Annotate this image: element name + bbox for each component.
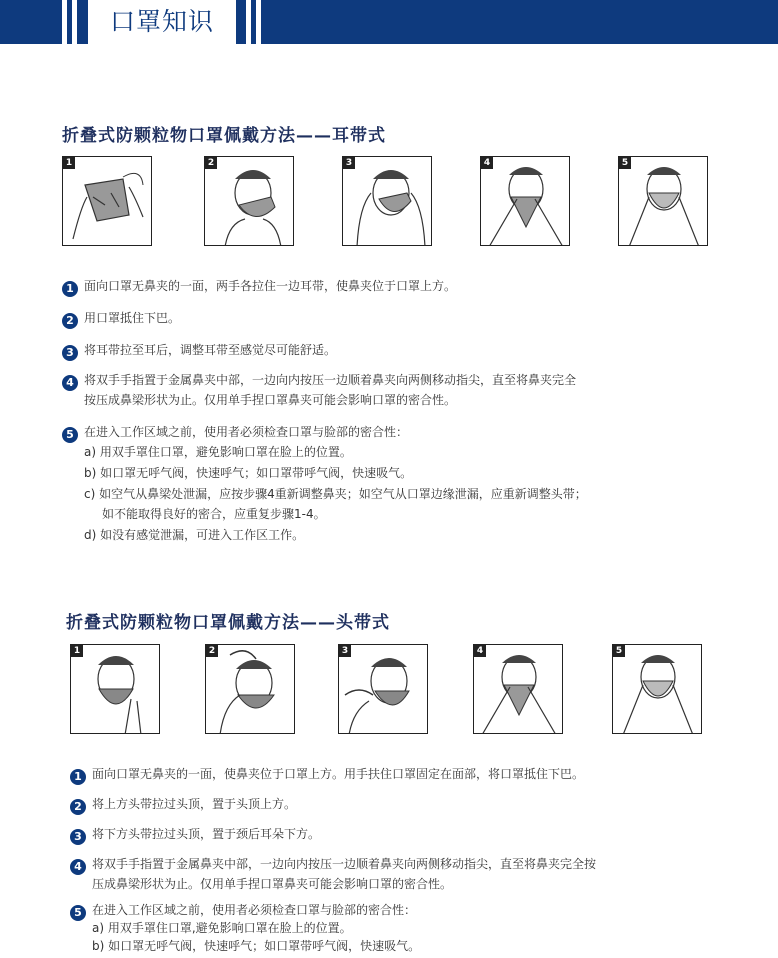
panel-number: 2 bbox=[206, 645, 218, 657]
step-text: 将耳带拉至耳后，调整耳带至感觉尽可能舒适。 bbox=[84, 343, 337, 357]
header-stripe bbox=[72, 0, 77, 44]
hands-holding-mask-icon bbox=[63, 157, 152, 246]
step-text: 用口罩抵住下巴。 bbox=[84, 311, 181, 325]
illustration-step-4 bbox=[480, 156, 570, 246]
section-title-headband: 折叠式防颗粒物口罩佩戴方法——头带式 bbox=[66, 613, 390, 633]
person-checking-seal-icon bbox=[619, 157, 708, 246]
panel-number: 1 bbox=[71, 645, 83, 657]
person-pressing-nose-clip-icon bbox=[474, 645, 563, 734]
person-mask-chin-icon bbox=[205, 157, 294, 246]
person-pulling-top-strap-icon bbox=[206, 645, 295, 734]
seal-check-item: c) 如空气从鼻梁处泄漏，应按步骤4重新调整鼻夹；如空气从口罩边缘泄漏，应重新调整头带； bbox=[84, 487, 587, 501]
step-number-badge: 2 bbox=[62, 313, 78, 329]
header-banner bbox=[0, 0, 778, 44]
illustration-step-1 bbox=[62, 156, 152, 246]
illustration-step-4 bbox=[473, 644, 563, 734]
illustration-step-2 bbox=[205, 644, 295, 734]
header-stripe bbox=[256, 0, 261, 44]
step-number-badge: 1 bbox=[62, 281, 78, 297]
step-number-badge: 4 bbox=[62, 375, 78, 391]
seal-check-item: b) 如口罩无呼气阀，快速呼气；如口罩带呼气阀，快速吸气。 bbox=[84, 466, 413, 480]
step-number-badge: 3 bbox=[70, 829, 86, 845]
seal-check-item: b) 如口罩无呼气阀，快速呼气；如口罩带呼气阀，快速吸气。 bbox=[92, 939, 421, 953]
illustration-step-5 bbox=[612, 644, 702, 734]
step-text: 将下方头带拉过头顶，置于颈后耳朵下方。 bbox=[92, 827, 321, 841]
person-checking-seal-icon bbox=[613, 645, 702, 734]
illustration-step-5 bbox=[618, 156, 708, 246]
instruction-step bbox=[62, 338, 336, 362]
illustration-step-2 bbox=[204, 156, 294, 246]
section-title-earloop: 折叠式防颗粒物口罩佩戴方法——耳带式 bbox=[62, 126, 386, 146]
seal-check-item: a) 用双手罩住口罩,避免影响口罩在脸上的位置。 bbox=[92, 921, 352, 935]
panel-number: 1 bbox=[63, 157, 75, 169]
step-text: 面向口罩无鼻夹的一面，两手各拉住一边耳带，使鼻夹位于口罩上方。 bbox=[84, 279, 457, 293]
header-stripe bbox=[62, 0, 67, 44]
step-number-badge: 5 bbox=[70, 905, 86, 921]
illustration-step-1 bbox=[70, 644, 160, 734]
instruction-step bbox=[70, 762, 584, 786]
step-number-badge: 4 bbox=[70, 859, 86, 875]
step-number-badge: 3 bbox=[62, 345, 78, 361]
step-number-badge: 5 bbox=[62, 427, 78, 443]
panel-number: 4 bbox=[474, 645, 486, 657]
panel-number: 3 bbox=[343, 157, 355, 169]
seal-check-item: a) 用双手罩住口罩，避免影响口罩在脸上的位置。 bbox=[84, 445, 352, 459]
step-text: 将双手手指置于金属鼻夹中部，一边向内按压一边顺着鼻夹向两侧移动指尖，直至将鼻夹完全 bbox=[84, 373, 577, 387]
person-pulling-bottom-strap-icon bbox=[339, 645, 428, 734]
instruction-step bbox=[70, 792, 296, 816]
header-title-box bbox=[88, 0, 236, 44]
step-text-continued: 压成鼻梁形状为止。仅用单手捏口罩鼻夹可能会影响口罩的密合性。 bbox=[92, 877, 453, 891]
panel-number: 3 bbox=[339, 645, 351, 657]
step-text: 在进入工作区域之前，使用者必须检查口罩与脸部的密合性： bbox=[92, 903, 417, 917]
instruction-step bbox=[70, 822, 320, 846]
step-text-continued: 按压成鼻梁形状为止。仅用单手捏口罩鼻夹可能会影响口罩的密合性。 bbox=[84, 393, 457, 407]
panel-number: 5 bbox=[619, 157, 631, 169]
instruction-step bbox=[62, 274, 456, 298]
illustration-step-3 bbox=[342, 156, 432, 246]
header-stripe bbox=[246, 0, 251, 44]
person-pressing-nose-clip-icon bbox=[481, 157, 570, 246]
instruction-step bbox=[62, 306, 180, 330]
step-text: 将双手手指置于金属鼻夹中部，一边向内按压一边顺着鼻夹向两侧移动指尖，直至将鼻夹完全按 bbox=[92, 857, 597, 871]
page-title: 口罩知识 bbox=[109, 7, 214, 36]
step-number-badge: 1 bbox=[70, 769, 86, 785]
person-adjusting-earloops-icon bbox=[343, 157, 432, 246]
seal-check-item: 如不能取得良好的密合，应重复步骤1-4。 bbox=[102, 507, 326, 521]
step-text: 在进入工作区域之前，使用者必须检查口罩与脸部的密合性： bbox=[84, 425, 409, 439]
step-text: 将上方头带拉过头顶，置于头顶上方。 bbox=[92, 797, 297, 811]
illustration-step-3 bbox=[338, 644, 428, 734]
seal-check-item: d) 如没有感觉泄漏，可进入工作区工作。 bbox=[84, 528, 305, 542]
panel-number: 2 bbox=[205, 157, 217, 169]
panel-number: 5 bbox=[613, 645, 625, 657]
step-text: 面向口罩无鼻夹的一面，使鼻夹位于口罩上方。用手扶住口罩固定在面部，将口罩抵住下巴。 bbox=[92, 767, 585, 781]
step-number-badge: 2 bbox=[70, 799, 86, 815]
panel-number: 4 bbox=[481, 157, 493, 169]
person-holding-mask-icon bbox=[71, 645, 160, 734]
